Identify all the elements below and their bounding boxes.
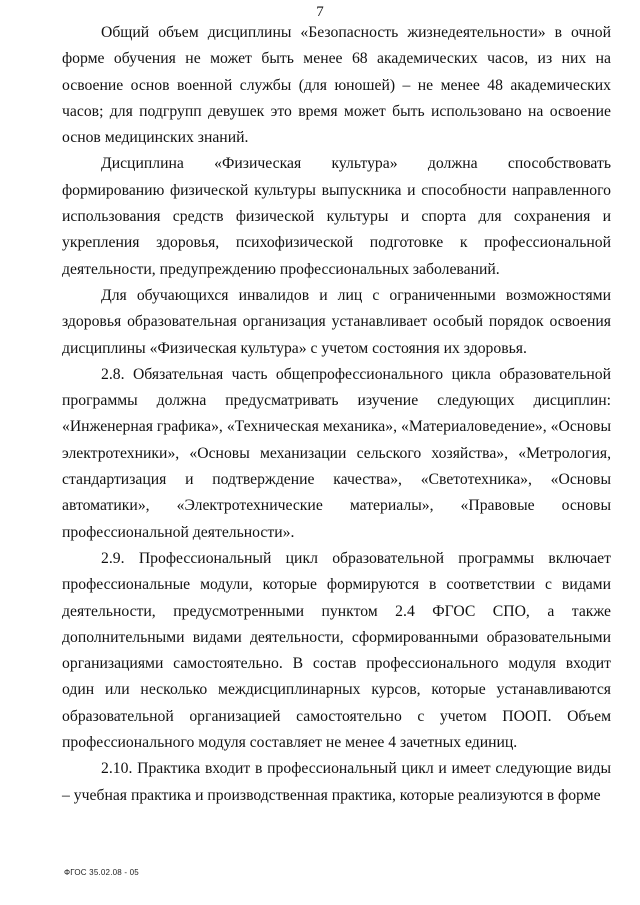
paragraph-2-10-practice: 2.10. Практика входит в профессиональный цикл и имеет следующие виды – учебная практика и производственная практика, которые реализуются в форме [62, 760, 611, 804]
paragraph-2-8-general-cycle: 2.8. Обязательная часть общепрофессионального цикла образовательной программы должна предусматривать изучение следующих дисциплин: «Инженерная графика», «Техническая механика», «Материаловедение», «Основы электротехники», «Основы механизации сельского хозяйства», «Метрология, стандартизация и подтверждение качества», «Светотехника», «Основы автоматики», «Электротехнические материалы», «Правовые основы профессиональной деятельности». [62, 365, 611, 541]
footer-doc-code: ФГОС 35.02.08 - 05 [64, 868, 139, 877]
paragraph-bzhd-hours: Общий объем дисциплины «Безопасность жизнедеятельности» в очной форме обучения не может быть менее 68 академических часов, из них на освоение основ военной службы (для юношей) – не менее 48 академических часов; для подгрупп девушек это время может быть использовано на освоение основ медицинских знаний. [62, 24, 611, 147]
paragraph-physical-culture: Дисциплина «Физическая культура» должна способствовать формированию физической культуры выпускника и способности направленного использования средств физической культуры и спорта для сохранения и укрепления здоровья, психофизической подготовке к профессиональной деятельности, предупреждению профессиональных заболеваний. [62, 155, 611, 278]
paragraph-disabled-students: Для обучающихся инвалидов и лиц с ограниченными возможностями здоровья образовательная организация устанавливает особый порядок освоения дисциплины «Физическая культура» с учетом состояния их здоровья. [62, 286, 611, 357]
page-number: 7 [316, 4, 324, 20]
paragraph-2-9-professional-cycle: 2.9. Профессиональный цикл образовательной программы включает профессиональные модули, которые формируются в соответствии с видами деятельности, предусмотренными пунктом 2.4 ФГОС СПО, а также дополнительными видами деятельности, сформированными образовательными организациями самостоятельно. В состав профессионального модуля входит один или несколько междисциплинарных курсов, которые устанавливаются образовательной организацией самостоятельно с учетом ПООП. Объем профессионального модуля составляет не менее 4 зачетных единиц. [62, 549, 611, 752]
document-body [62, 20, 611, 809]
